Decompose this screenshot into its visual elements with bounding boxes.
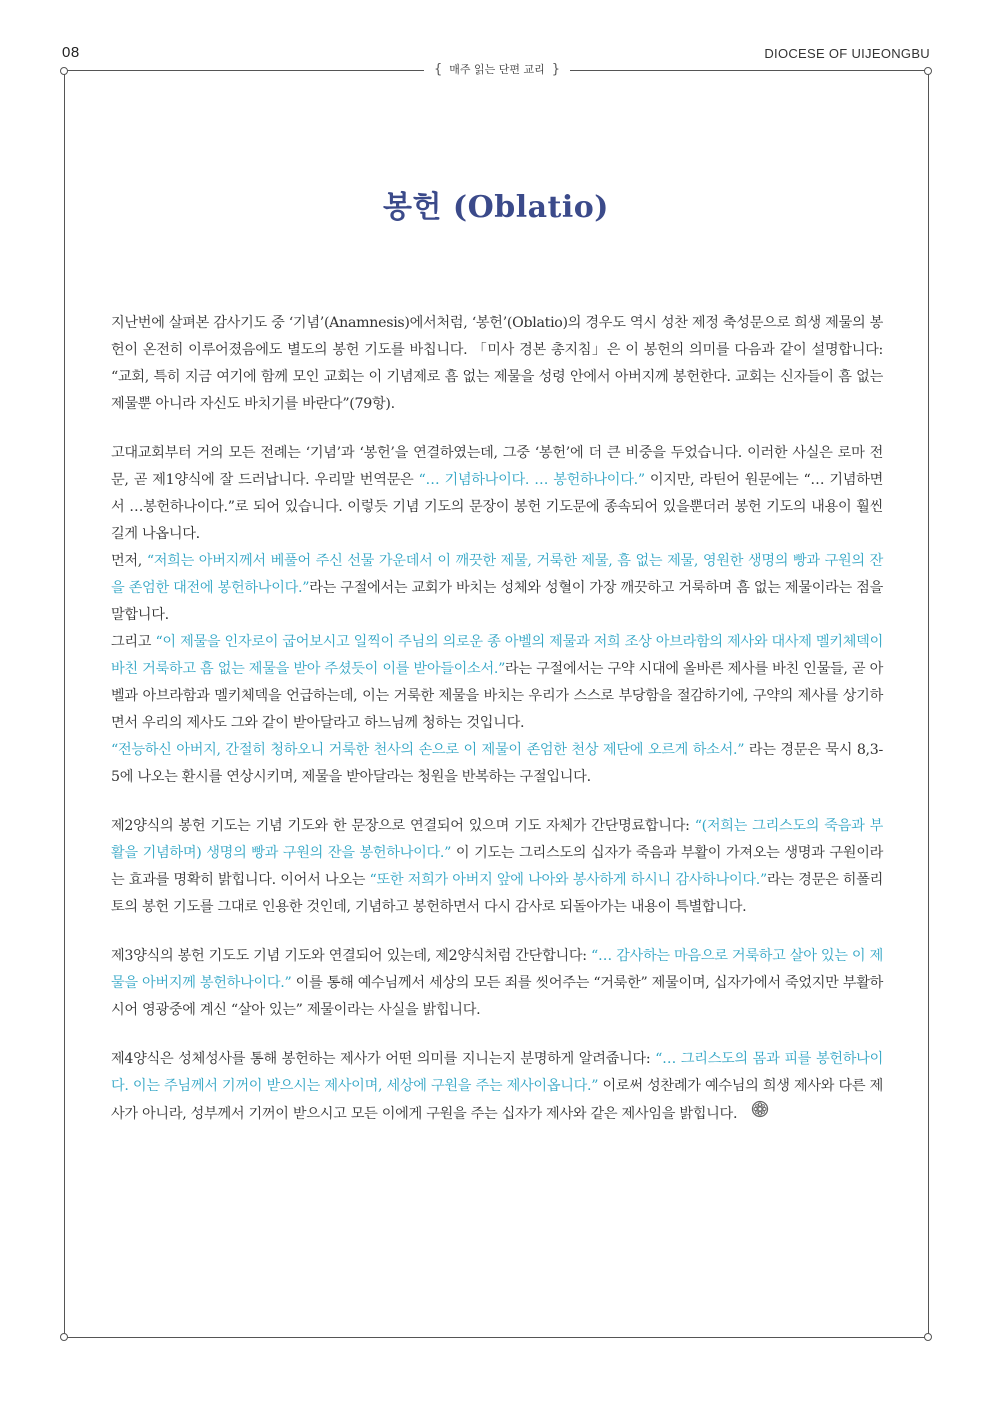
- bracket-left: {: [433, 62, 443, 77]
- page-title: 봉헌 (Oblatio): [382, 190, 609, 225]
- quoted-prayer-text: “이 제물을 인자로이 굽어보시고 일찍이 주님의 의로운 종 아벨의 제물과 저희 조상 아브라함의 제사와 대사제 멜키체덱이 바친 거룩하고 흠 없는 제물을 받아 주셨듯이 이를 받아들이소서.”: [111, 634, 883, 677]
- bracket-right: }: [551, 62, 561, 77]
- body-text: 이 기도는 그리스도의 십자가 죽음과 부활이 가져오는 생명과 구원이라는 효과를 명확히 밝힙니다. 이어서 나오는: [111, 845, 884, 888]
- frame-corner-dot: [924, 1333, 932, 1341]
- quoted-prayer-text: “전능하신 아버지, 간절히 청하오니 거룩한 천사의 손으로 이 제물이 존엄한 천상 제단에 오르게 하소서.”: [111, 742, 745, 758]
- quoted-prayer-text: “… 그리스도의 몸과 피를 봉헌하나이다. 이는 주님께서 기꺼이 받으시는 제사이며, 세상에 구원을 주는 제사이옵니다.”: [111, 1051, 883, 1094]
- quoted-prayer-text: “또한 저희가 아버지 앞에 나아와 봉사하게 하시니 감사하나이다.”: [369, 872, 767, 888]
- series-title-text: 매주 읽는 단편 교리: [449, 63, 545, 76]
- quoted-prayer-text: “(저희는 그리스도의 죽음과 부활을 기념하며) 생명의 빵과 구원의 잔을 봉헌하나이다.”: [111, 818, 884, 861]
- paragraph: [111, 813, 883, 921]
- body-text: 이지만, 라틴어 원문에는 “… 기념하면서 …봉헌하나이다.”로 되어 있습니다. 이렇듯 기념 기도의 문장이 봉헌 기도문에 종속되어 있을뿐더러 봉헌 기도의 내용이 훨씬 길게 나옵니다.: [111, 472, 884, 542]
- diocese-name: DIOCESE OF UIJEONGBU: [764, 46, 930, 61]
- quoted-prayer-text: “저희는 아버지께서 베풀어 주신 선물 가운데서 이 깨끗한 제물, 거룩한 제물, 흠 없는 제물, 영원한 생명의 빵과 구원의 잔을 존엄한 대전에 봉헌하나이다.”: [111, 553, 883, 596]
- body-text: 그리고: [111, 634, 156, 650]
- body-text: 지난번에 살펴본 감사기도 중 ‘기념’(Anamnesis)에서처럼, ‘봉헌’(Oblatio)의 경우도 역시 성찬 제정 축성문으로 희생 제물의 봉헌이 온전히 이루어졌음에도 별도의 봉헌 기도를 바칩니다. 「미사 경본 총지침」은 이 봉헌의 의미를 다음과 같이 설명합니다: “교회, 특히 지금 여기에 함께 모인 교회는 이 기념제로 흠 없는 제물을 성령 안에서 아버지께 봉헌한다. 교회는 신자들이 흠 없는 제물뿐 아니라 자신도 바치기를 바란다”(79항).: [111, 315, 883, 412]
- page-number: 08: [62, 44, 80, 61]
- body-text: 라는 경문은 히폴리토의 봉헌 기도를 그대로 인용한 것인데, 기념하고 봉헌하면서 다시 감사로 되돌아가는 내용이 특별합니다.: [111, 872, 883, 915]
- paragraph: [111, 943, 883, 1024]
- paragraph: [111, 737, 883, 791]
- body-text: 라는 경문은 묵시 8,3-5에 나오는 환시를 연상시키며, 제물을 받아달라는 청원을 반복하는 구절입니다.: [111, 742, 883, 785]
- body-text: 이를 통해 예수님께서 세상의 모든 죄를 씻어주는 “거룩한” 제물이며, 십자가에서 죽었지만 부활하시어 영광중에 계신 “살아 있는” 제물이라는 사실을 밝힙니다.: [111, 975, 883, 1018]
- header-rule-left: [64, 70, 424, 71]
- flower-emblem-icon: [751, 1100, 769, 1128]
- body-text: 라는 구절에서는 구약 시대에 올바른 제사를 바친 인물들, 곧 아벨과 아브라함과 멜키체덱을 언급하는데, 이는 거룩한 제물을 바치는 우리가 스스로 부당함을 절감하기에, 구약의 제사를 상기하면서 우리의 제사도 그와 같이 받아달라고 하느님께 청하는 것입니다.: [111, 661, 883, 731]
- body-text: 제2양식의 봉헌 기도는 기념 기도와 한 문장으로 연결되어 있으며 기도 자체가 간단명료합니다:: [111, 818, 695, 834]
- paragraph: [111, 629, 883, 737]
- quoted-prayer-text: “… 감사하는 마음으로 거룩하고 살아 있는 이 제물을 아버지께 봉헌하나이다.”: [111, 948, 883, 991]
- paragraph: [111, 548, 883, 629]
- body-text: 라는 구절에서는 교회가 바치는 성체와 성혈이 가장 깨끗하고 거룩하며 흠 없는 제물이라는 점을 말합니다.: [111, 580, 883, 623]
- body-text: 먼저,: [111, 553, 147, 569]
- series-title: [427, 61, 567, 77]
- body-text: 제4양식은 성체성사를 통해 봉헌하는 제사가 어떤 의미를 지니는지 분명하게 알려줍니다:: [111, 1051, 656, 1067]
- body-text: 이로써 성찬례가 예수님의 희생 제사와 다른 제사가 아니라, 성부께서 기꺼이 받으시고 모든 이에게 구원을 주는 십자가 제사와 같은 제사임을 밝힙니다.: [111, 1078, 883, 1122]
- paragraph: [111, 440, 883, 548]
- body-text: 제3양식의 봉헌 기도도 기념 기도와 연결되어 있는데, 제2양식처럼 간단합니다:: [111, 948, 592, 964]
- paragraph: [111, 1046, 883, 1128]
- body-text: 고대교회부터 거의 모든 전례는 ‘기념’과 ‘봉헌’을 연결하였는데, 그중 ‘봉헌’에 더 큰 비중을 두었습니다. 이러한 사실은 로마 전문, 곧 제1양식에 잘 드러납니다. 우리말 번역문은: [111, 445, 883, 488]
- frame-corner-dot: [924, 67, 932, 75]
- footer-rule: [64, 1337, 928, 1338]
- frame-corner-dot: [60, 67, 68, 75]
- paragraph: [111, 310, 883, 418]
- frame-left: [64, 74, 65, 1336]
- frame-right: [928, 74, 929, 1336]
- article-body: [111, 310, 883, 1150]
- frame-corner-dot: [60, 1333, 68, 1341]
- quoted-prayer-text: “… 기념하나이다. … 봉헌하나이다.”: [418, 472, 645, 488]
- header-rule-right: [570, 70, 928, 71]
